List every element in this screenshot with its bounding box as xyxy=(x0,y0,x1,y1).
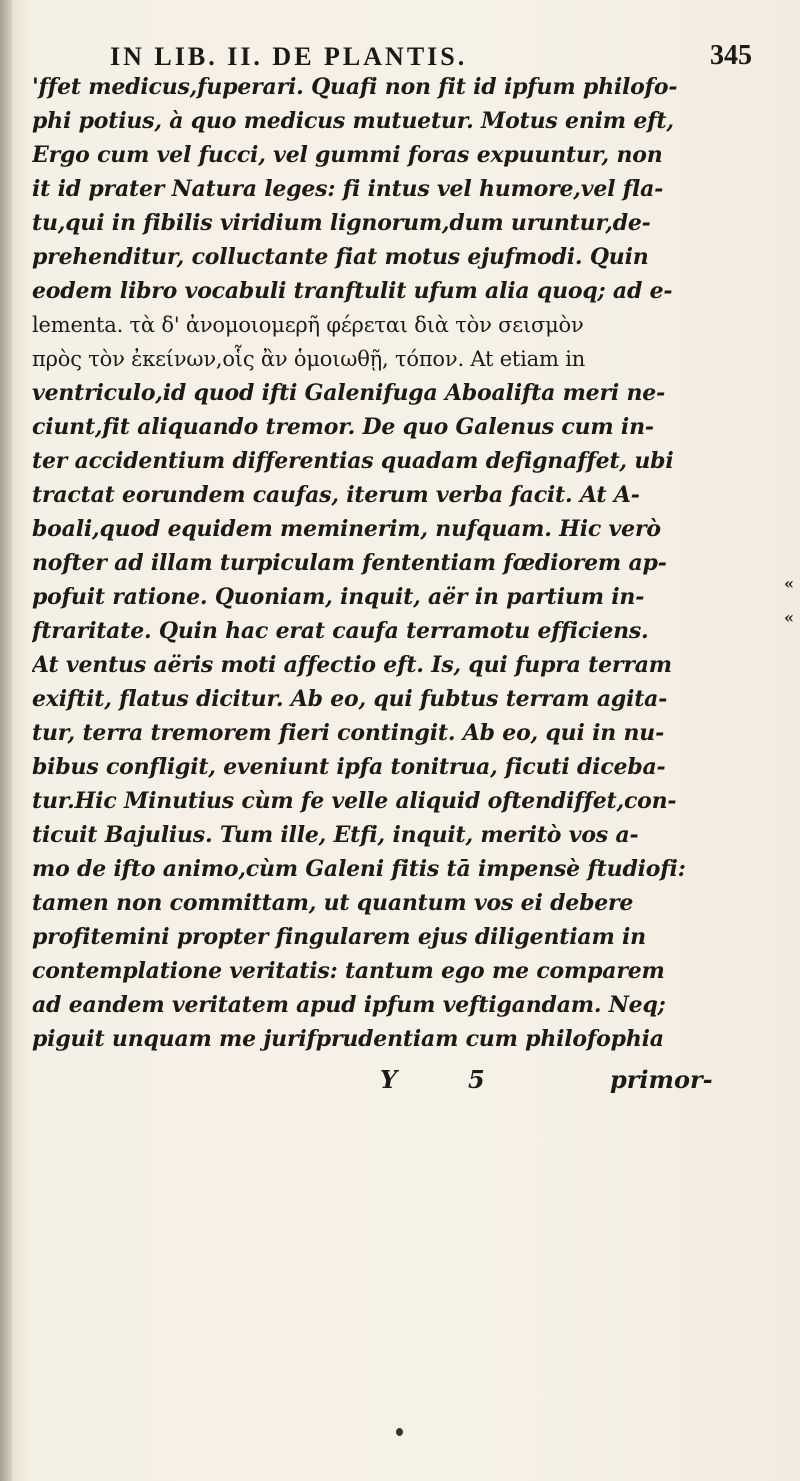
text-line: tu,qui in fibilis viridium lignorum,dum uruntur,de- xyxy=(32,210,651,236)
text-line: bibus confligit, eveniunt ipfa tonitrua, ficuti diceba- xyxy=(32,754,666,780)
text-line: nofter ad illam turpiculam fententiam fœdiorem ap- xyxy=(32,550,667,576)
text-line: phi potius, à quo medicus mutuetur. Motus enim eft, xyxy=(32,108,674,134)
text-line: 'ffet medicus,fuperari. Quafi non fit id ipfum philofo- xyxy=(32,74,678,100)
margin-quote-mark: « xyxy=(784,608,794,627)
greek-text-line: lementa. τὰ δ' ἀνομοιομερῆ φέρεται διὰ τὸν σεισμὸν xyxy=(32,313,584,337)
text-line: exiftit, flatus dicitur. Ab eo, qui fubtus terram agita- xyxy=(32,686,668,712)
text-line: mo de ifto animo,cùm Galeni fitis tā impensè ftudiofi: xyxy=(32,856,686,882)
text-line: Ergo cum vel fucci, vel gummi foras expuuntur, non xyxy=(32,142,663,168)
page-footer xyxy=(32,1065,782,1099)
body-text xyxy=(32,70,782,1056)
text-line: it id prater Natura leges: fi intus vel humore,vel fla- xyxy=(32,176,664,202)
text-line: ventriculo,id quod ifti Galenifuga Aboalifta meri ne- xyxy=(32,380,666,406)
signature-mark: Y xyxy=(380,1065,398,1094)
catchword: primor- xyxy=(610,1065,713,1094)
page-number: 345 xyxy=(710,40,752,71)
text-line: ftraritate. Quin hac erat caufa terramotu efficiens. xyxy=(32,618,649,644)
signature-number: 5 xyxy=(468,1065,485,1094)
text-line: tur.Hic Minutius cùm fe velle aliquid oftendiffet,con- xyxy=(32,788,677,814)
text-line: piguit unquam me jurifprudentiam cum philofophia xyxy=(32,1026,664,1052)
text-line: eodem libro vocabuli tranftulit ufum alia quoq; ad e- xyxy=(32,278,673,304)
greek-text-line: πρὸς τὸν ἐκείνων,οἷς ἂν ὁμοιωθῇ, τόπον. At etiam in xyxy=(32,347,586,371)
text-line: tamen non committam, ut quantum vos ei debere xyxy=(32,890,634,916)
text-line: ter accidentium differentias quadam defignaffet, ubi xyxy=(32,448,674,474)
text-line: At ventus aëris moti affectio eft. Is, qui fupra terram xyxy=(32,652,672,678)
text-line: boali,quod equidem meminerim, nufquam. Hic verò xyxy=(32,516,661,542)
margin-quote-mark: « xyxy=(784,574,794,593)
text-line: prehenditur, colluctante fiat motus ejufmodi. Quin xyxy=(32,244,649,270)
text-line: ticuit Bajulius. Tum ille, Etfi, inquit, meritò vos a- xyxy=(32,822,639,848)
text-line: tur, terra tremorem fieri contingit. Ab eo, qui in nu- xyxy=(32,720,665,746)
running-head: IN LIB. II. DE PLANTIS. xyxy=(110,42,468,71)
text-line: ad eandem veritatem apud ipfum veftigandam. Neq; xyxy=(32,992,666,1018)
text-line: ciunt,fit aliquando tremor. De quo Galenus cum in- xyxy=(32,414,654,440)
ink-dot xyxy=(396,1428,403,1436)
text-line: tractat eorundem caufas, iterum verba facit. At A- xyxy=(32,482,640,508)
page-gutter xyxy=(0,0,12,1481)
text-line: contemplatione veritatis: tantum ego me comparem xyxy=(32,958,665,984)
text-line: profitemini propter fingularem ejus diligentiam in xyxy=(32,924,646,950)
text-line: pofuit ratione. Quoniam, inquit, aër in partium in- xyxy=(32,584,645,610)
